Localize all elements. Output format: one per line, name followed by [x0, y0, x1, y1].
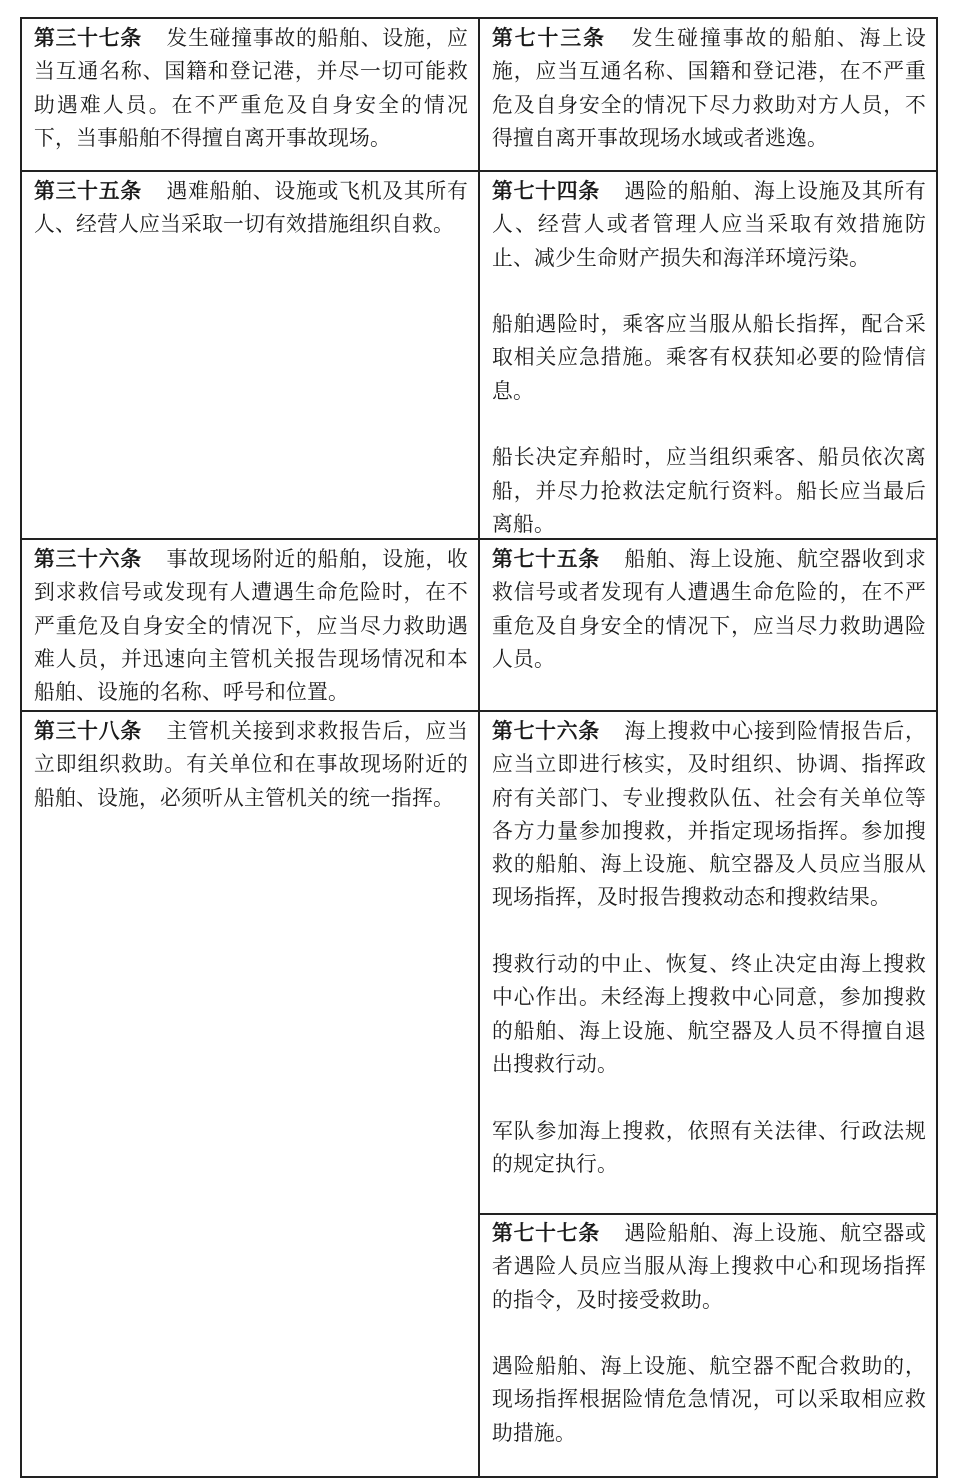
article-paragraph: 军队参加海上搜救，依照有关法律、行政法规的规定执行。 [492, 1118, 926, 1176]
article-number: 第七十六条 [492, 718, 600, 743]
new-law-article-75 [492, 542, 926, 676]
row-divider [479, 1213, 938, 1215]
new-law-article-74 [492, 174, 926, 541]
article-text: 主管机关接到求救报告后，应当立即组织救助。有关单位和在事故现场附近的船舶、设施，必须听从主管机关的统一指挥。 [34, 719, 469, 810]
article-text: 遇难船舶、设施或飞机及其所有人、经营人应当采取一切有效措施组织自救。 [34, 179, 469, 237]
article-paragraph [34, 542, 468, 709]
article-paragraph: 船舶遇险时，乘客应当服从船长指挥，配合采取相关应急措施。乘客有权获知必要的险情信息。 [492, 312, 926, 403]
article-text: 海上搜救中心接到险情报告后，应当立即进行核实，及时组织、协调、指挥政府有关部门、专业搜救队伍、社会有关单位等各方力量参加搜救，并指定现场指挥。参加搜救的船舶、海上设施、航空器及人员应当服从现场指挥，及时报告搜救动态和搜救结果。 [492, 719, 927, 910]
article-paragraph [492, 174, 926, 275]
article-number: 第七十五条 [492, 546, 600, 571]
article-paragraph [34, 21, 468, 155]
article-text: 发生碰撞事故的船舶、设施，应当互通名称、国籍和登记港，并尽一切可能救助遇难人员。在不严重危及自身安全的情况下，当事船舶不得擅自离开事故现场。 [34, 26, 469, 150]
article-paragraph [492, 542, 926, 676]
new-law-article-77 [492, 1216, 926, 1450]
article-text: 事故现场附近的船舶，设施，收到求救信号或发现有人遭遇生命危险时，在不严重危及自身安全的情况下，应当尽力救助遇难人员，并迅速向主管机关报告现场情况和本船舶、设施的名称、呼号和位置。 [34, 547, 469, 705]
article-number: 第三十五条 [34, 178, 142, 203]
article-number: 第七十七条 [492, 1220, 600, 1245]
article-paragraph: 船长决定弃船时，应当组织乘客、船员依次离船，并尽力抢救法定航行资料。船长应当最后离船。 [492, 445, 926, 536]
article-number: 第三十七条 [34, 25, 142, 50]
article-text: 遇险船舶、海上设施、航空器或者遇险人员应当服从海上搜救中心和现场指挥的指令，及时接受救助。 [492, 1221, 927, 1312]
article-paragraph [492, 1216, 926, 1317]
article-text: 船舶、海上设施、航空器收到求救信号或者发现有人遭遇生命危险的，在不严重危及自身安全的情况下，应当尽力救助遇险人员。 [492, 547, 927, 671]
old-law-article-37 [34, 21, 468, 155]
article-text: 发生碰撞事故的船舶、海上设施，应当互通名称、国籍和登记港，在不严重危及自身安全的情况下尽力救助对方人员，不得擅自离开事故现场水域或者逃逸。 [492, 26, 926, 150]
column-divider [478, 17, 480, 1478]
old-law-article-38 [34, 714, 468, 815]
old-law-article-35 [34, 174, 468, 242]
article-paragraph: 搜救行动的中止、恢复、终止决定由海上搜救中心作出。未经海上搜救中心同意，参加搜救的船舶、海上设施、航空器及人员不得擅自退出搜救行动。 [492, 952, 926, 1076]
article-number: 第三十六条 [34, 546, 142, 571]
article-number: 第七十四条 [492, 178, 600, 203]
article-paragraph [34, 174, 468, 242]
new-law-article-76 [492, 714, 926, 1181]
article-number: 第七十三条 [492, 25, 606, 50]
old-law-article-36 [34, 542, 468, 709]
new-law-article-73 [492, 21, 926, 155]
article-paragraph: 遇险船舶、海上设施、航空器不配合救助的，现场指挥根据险情危急情况，可以采取相应救助措施。 [492, 1354, 926, 1445]
article-paragraph [492, 21, 926, 155]
article-text: 遇险的船舶、海上设施及其所有人、经营人或者管理人应当采取有效措施防止、减少生命财产损失和海洋环境污染。 [492, 179, 927, 270]
article-paragraph [492, 714, 926, 915]
article-paragraph [34, 714, 468, 815]
article-number: 第三十八条 [34, 718, 142, 743]
